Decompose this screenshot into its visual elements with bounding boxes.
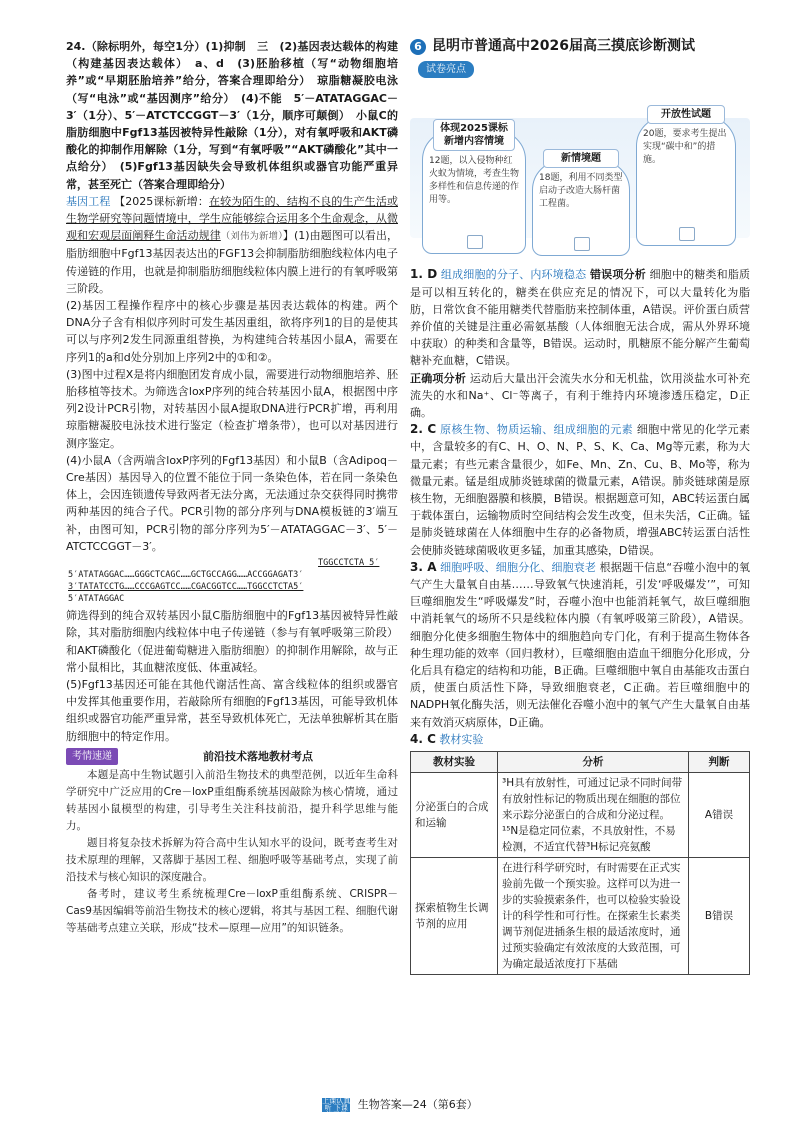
page-footer: [0, 1096, 800, 1119]
exam-trend-para-2: 题目将复杂技术拆解为符合高中生认知水平的设问，既考查考生对技术原理的理解，又落脚于基因工程、细胞呼吸等基础考点，实现了前沿技术与核心知识的深度融合。: [66, 836, 398, 883]
table-header: 判断: [689, 752, 750, 773]
table-header: 教材实验: [411, 752, 498, 773]
set-number-badge: 6: [410, 39, 426, 55]
gene-engineering-analysis: [66, 193, 398, 297]
right-column: [410, 38, 750, 975]
footer-text: 生物答案—24（第6套）: [357, 1098, 478, 1111]
q4: [410, 731, 750, 748]
table-header-row: [411, 752, 750, 773]
table-header: 分析: [498, 752, 689, 773]
card-title: 新情境题: [543, 149, 619, 168]
brand-logo: 上课认真听 下课练天星: [322, 1097, 351, 1119]
exam-trend-para-1: 本题是高中生物试题引入前沿生物技术的典型范例，以近年生命科学研究中广泛应用的Cre－loxP重组酶系统基因敲除为核心情境，通过转基因小鼠模型的构建，引导考生关注科技前沿，提升科学思维与能力。: [66, 768, 398, 832]
card-text: 12题，以入侵物种红火蚁为情境，考查生物多样性和信息传递的作用等。: [429, 156, 520, 206]
q2: [410, 421, 750, 559]
sequence-strand-2: 3′TATATCCTG……CCCGAGTCC……CGACGGTCC……TGGCCTCTA5′: [68, 582, 304, 593]
chart-icon: [679, 227, 695, 241]
standard-bracket: 【2025课标新增：: [114, 194, 209, 208]
exam-trend-body: [66, 767, 398, 937]
q1-error-label: 错误项分析: [589, 268, 646, 282]
standard-note: （刘伟为新增）: [220, 231, 283, 243]
q1-correct: [410, 370, 750, 422]
left-column: [66, 38, 398, 937]
sequence-top: TGGCCTCTA 5′: [318, 558, 380, 569]
q1-correct-label: 正确项分析: [410, 371, 467, 385]
card-text: 20题，要求考生提出实现“碳中和”的措施。: [643, 129, 727, 166]
q1-body: 细胞中的糖类和脂质是可以相互转化的，糖类在供应充足的情况下，可以大量转化为脂肪，日常饮食不能用糖类代替脂肪来控制体重，A错误。评价蛋白质营养价值的关键是注重必需氨基酸（人体细胞无法合成，需从外界环境中获取）的种类和含量等，B错误。运动时，肌糖原不能分解产生葡萄糖补充血糖，C错误。: [410, 268, 751, 368]
sequence-bottom: 5′ATATAGGAC: [68, 594, 125, 605]
highlights-tag: 试卷亮点: [418, 61, 474, 78]
q3-body: 根据题干信息“吞噬小泡中的氧气产生大量氧自由基……导致氧气快速消耗，引发‘呼吸爆发’”，可知巨噬细胞发生“呼吸爆发”时，吞噬小泡中也能消耗氧气，故巨噬细胞中消耗氧气的场所不只是线粒体内膜（有氧呼吸第三阶段），A错误。细胞分化使多细胞生物体中的细胞趋向专门化，有利于提高生物体各种生理功能的效率（回归教材），巨噬细胞由造血干细胞分化形成，分化后具有稳定的结构和功能，B正确。巨噬细胞中氧自由基能攻击蛋白质，使蛋白质活性下降，导致细胞衰老，C正确。若巨噬细胞中的NADPH氧化酶失活，则无法催化吞噬小泡中的氧气产生大量氧自由基来有效消灭病原体，D正确。: [410, 560, 751, 729]
exam-trend-para-3: 备考时，建议考生系统梳理Cre－loxP重组酶系统、CRISPR－Cas9基因编辑等前沿生物技术的核心逻辑，将其与基因工程、细胞代谢等基础考点建立关联，形成“技术—原理—应用”的知识链条。: [66, 887, 398, 934]
card-title: 开放性试题: [647, 105, 725, 124]
table-cell-analysis: ³H具有放射性，可通过记录不同时间带有放射性标记的物质出现在细胞的部位来示踪分泌蛋白的合成和分泌过程。¹⁵N是稳定同位素，不具放射性，不易检测，不适宜代替³H标记亮氨酸: [498, 773, 689, 858]
home-icon: [467, 235, 483, 249]
exam-trend-bar: [66, 748, 398, 765]
primer-sequence-diagram: [68, 557, 398, 605]
table-row: [411, 858, 750, 975]
card-text: 18题，利用不同类型启动子改造大肠杆菌工程菌。: [539, 173, 623, 210]
topic-label: 基因工程: [66, 194, 111, 208]
q1-answer: 1. D: [410, 267, 438, 282]
analysis-4: (4)小鼠A（含两端含loxP序列的Fgf13基因）和小鼠B（含Adipoq－Cre基因）基因导入的位置不能位于同一条染色体，若在同一条染色体上，会因连锁遗传导致两者无法分离，无法通过杂交获得同时携带两种基因的纯合子代。PCR引物的部分序列与DNA模板链的3′端互补，由图可知，PCR引物的部分序列为5′－ATATAGGAC－3′、5′－ATCTCCGGT－3′。: [66, 453, 398, 553]
experiment-table: [410, 751, 750, 975]
q1: [410, 266, 750, 369]
analysis-3: (3)图中过程X是将内细胞团发育成小鼠，需要进行动物细胞培养、胚胎移植等技术。为筛选含loxP序列的纯合转基因小鼠A，根据图中序列2设计PCR引物，对转基因小鼠A提取DNA进行PCR扩增，再利用琼脂糖凝胶电泳技术进行鉴定（检查扩增条带），也可以对基因进行测序鉴定。: [66, 367, 398, 450]
highlight-card: [422, 123, 526, 254]
analysis-5: 筛选得到的纯合双转基因小鼠C脂肪细胞中的Fgf13基因被特异性敲除，其对脂肪细胞内线粒体中电子传递链（参与有氧呼吸第三阶段）和AKT磷酸化（促进葡萄糖进入脂肪细胞）的抑制作用解除，故与正常小鼠相比，其血糖浓度低、体重减轻。: [66, 609, 398, 674]
q3-answer: 3. A: [410, 559, 437, 574]
table-cell-judge: A错误: [689, 773, 750, 858]
sequence-strand-1: 5′ATATAGGAC……GGGCTCAGC……GCTGCCAGG……ACCGGAGAT3′: [68, 570, 304, 581]
highlight-card: [532, 153, 630, 256]
exam-trend-badge: 考情速递: [66, 748, 118, 765]
q1-correct-body: 运动后大量出汗会流失水分和无机盐，饮用淡盐水可补充流失的水和Na⁺、Cl⁻等离子，有利于维持内环境渗透压稳定，D正确。: [410, 371, 751, 420]
table-row: [411, 773, 750, 858]
table-cell-analysis: 在进行科学研究时，有时需要在正式实验前先做一个预实验。这样可以为进一步的实验摸索条件，也可以检验实验设计的科学性和可行性。在探索生长素类调节剂促进插条生根的最适浓度时，通过预实验确定有效浓度的大致范围，可为确定最适浓度打下基础: [498, 858, 689, 975]
q3-topic: 细胞呼吸、细胞分化、细胞衰老: [440, 560, 596, 574]
analysis-6: (5)Fgf13基因还可能在其他代谢活性高、富含线粒体的组织或器官中发挥其他重要作用，若敲除所有细胞的Fgf13基因，可能导致机体组织或器官功能严重异常，甚至导致机体死亡，无法单独解析其在脂肪细胞中的特定作用。: [66, 677, 398, 743]
q2-body: 细胞中常见的化学元素中，含量较多的有C、H、O、N、P、S、K、Ca、Mg等元素，称为大量元素；有些元素含量很少，如Fe、Mn、Zn、Cu、B、Mo等，称为微量元素。锰是组成肺炎链球菌的微量元素，A错误。肺炎链球菌是原核生物，无细胞器膜和核膜，B错误。根据题意可知，ABC转运蛋白属于载体蛋白，运输物质时空间结构会发生改变，但未失活，C正确。锰是肺炎链球菌在人体细胞中生存的必备物质，增强ABC转运蛋白活性会使肺炎链球菌吸收更多锰，加重其感染，D错误。: [410, 423, 751, 557]
q2-answer: 2. C: [410, 422, 437, 437]
q2-topic: 原核生物、物质运输、组成细胞的元素: [440, 423, 634, 437]
highlight-card: [636, 109, 736, 246]
mail-icon: [574, 237, 590, 251]
card-title: 体现2025课标新增内容情境: [433, 119, 515, 151]
test-title: 昆明市普通高中2026届高三摸底诊断测试: [432, 38, 695, 54]
analysis-2: (2)基因工程操作程序中的核心步骤是基因表达载体的构建。两个DNA分子含有相似序列时可发生基因重组，欲将序列1的目的是使其可以与序列2发生同源重组替换，为构建纯合转基因小鼠A，需要在序列1的a和d处分别加上序列2中的①和②。: [66, 299, 398, 364]
q4-topic: 教材实验: [439, 732, 484, 746]
analysis-1: 】(1)由题图可以看出，脂肪细胞中Fgf13基因表达出的FGF13会抑制脂肪细胞线粒体内电子传递链的作用，也就是抑制脂肪细胞线粒体内膜上进行的有氧呼吸第三阶段。: [66, 229, 398, 295]
table-cell-experiment: 分泌蛋白的合成和运输: [411, 773, 498, 858]
exam-trend-title: 前沿技术落地教材考点: [203, 749, 313, 763]
test-header: [410, 38, 750, 55]
answer-24: 24.（除标明外，每空1分）(1)抑制 三 (2)基因表达载体的构建（构建基因表达载体） a、d (3)胚胎移植（写“动物细胞培养”或“早期胚胎培养”给分，答案合理即给分） 琼脂糖凝胶电泳（写“电泳”或“基因测序”给分） (4)不能 5′－ATATAGGAC－3′（1分）、5′－ATCTCCGGT－3′（1分，顺序可颠倒） 小鼠C的脂肪细胞中Fgf13基因被特异性敲除（1分），对有氧呼吸和AKT磷酸化的抑制作用解除（1分，写到“有氧呼吸”“AKT磷酸化”其中一点给分） (5)Fgf13基因缺失会导致机体组织或器官功能严重异常，甚至死亡（答案合理即给分）: [66, 40, 398, 191]
table-cell-experiment: 探索植物生长调节剂的应用: [411, 858, 498, 975]
q3: [410, 559, 750, 731]
table-cell-judge: B错误: [689, 858, 750, 975]
standard-text: 在较为陌生的、结构不良的生产生活或生物学研究等问题情境中，学生应能够综合运用多个生命观念，从微观和宏观层面阐释生命活动规律: [66, 194, 398, 243]
highlight-cards: [410, 82, 750, 262]
q4-answer: 4. C: [410, 731, 436, 746]
q1-topic: 组成细胞的分子、内环境稳态: [440, 268, 587, 282]
